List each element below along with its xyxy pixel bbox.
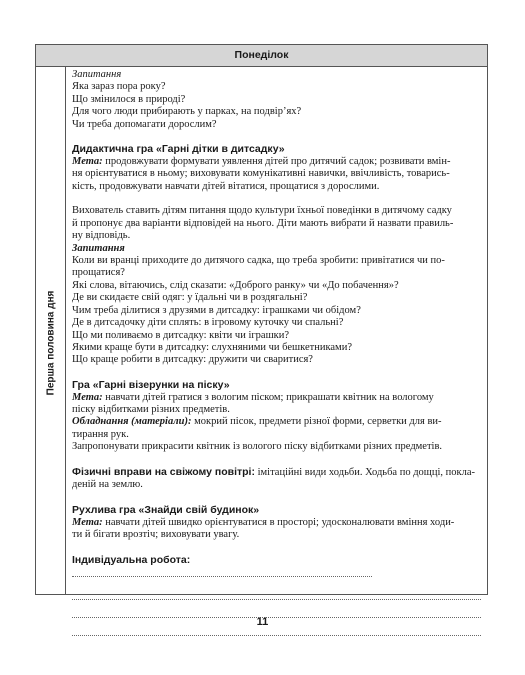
question-line: Що краще робити в дитсадку: дружити чи сваритися?	[72, 354, 313, 366]
day-header: Понеділок	[36, 45, 487, 67]
question-line: Які слова, вітаючись, слід сказати: «Доброго ранку» чи «До побачення»?	[72, 279, 399, 291]
equipment-line: тирання рук.	[72, 428, 129, 440]
question-line: Яка зараз пора року?	[72, 81, 166, 93]
game-title: Дидактична гра «Гарні дітки в дитсадку»	[72, 143, 285, 156]
goal-label: Мета:	[72, 155, 103, 167]
intro-line: й пропонує два варіанти відповідей на нього. Діти мають вибрати й назвати правиль-	[72, 217, 454, 229]
equipment-line: Обладнання (матеріали): мокрий пісок, предмети різної форми, серветки для ви-	[72, 416, 442, 428]
question-line: Що змінилося в природі?	[72, 93, 186, 105]
question-line: Де в дитсадочку діти сплять: в ігровому куточку чи спальні?	[72, 317, 344, 329]
individual-work-label: Індивідуальна робота:	[72, 553, 191, 566]
task-line: Запропонувати прикрасити квітник із вологого піску відбитками різних предметів.	[72, 441, 443, 453]
question-line: Для чого люди прибирають у парках, на подвір’ях?	[72, 106, 302, 118]
exercise-title: Фізичні вправи на свіжому повітрі:	[72, 465, 255, 478]
question-line: Коли ви вранці приходите до дитячого садка, що треба зробити: привітатися чи по-	[72, 255, 445, 267]
intro-line: ну відповідь.	[72, 230, 131, 242]
side-column	[36, 66, 66, 594]
dotted-line	[72, 567, 372, 577]
plan-table	[35, 44, 488, 595]
game-title: Рухлива гра «Знайди свій будинок»	[72, 504, 260, 517]
game-title: Гра «Гарні візерунки на піску»	[72, 379, 230, 392]
question-line: Де ви скидаєте свій одяг: у їдальні чи в роздягальні?	[72, 292, 308, 304]
exercise-line: Фізичні вправи на свіжому повітрі: імітаційні види ходьби. Ходьба по дощці, покла-	[72, 465, 476, 478]
goal-line: ти й бігати врозтіч; виховувати увагу.	[72, 528, 240, 540]
dotted-line	[72, 582, 481, 600]
question-line: Чи треба допомагати дорослим?	[72, 118, 217, 130]
goal-line: Мета: навчати дітей швидко орієнтуватися в просторі; удосконалювати вміння ходи-	[72, 516, 455, 528]
dotted-line	[72, 600, 481, 618]
goal-line: ня орієнтуватися в ньому; виховувати комунікативні навички, ввічливість, товарись-	[72, 168, 450, 180]
goal-line: кість, продовжувати навчати дітей вітатися, прощатися з дорослими.	[72, 180, 380, 192]
goal-label: Мета:	[72, 516, 103, 528]
side-label: Перша половина дня	[45, 290, 57, 396]
content	[72, 69, 481, 636]
equipment-label: Обладнання (матеріали):	[72, 416, 192, 428]
goal-line: Мета: продовжувати формувати уявлення дітей про дитячий садок; розвивати вмін-	[72, 155, 451, 167]
question-line: Якими краще бути в дитсадку: слухняними чи бешкетниками?	[72, 341, 352, 353]
page-number: 11	[256, 616, 269, 628]
goal-label: Мета:	[72, 391, 103, 403]
question-line: Що ми поливаємо в дитсадку: квіти чи іграшки?	[72, 329, 290, 341]
questions-title: Запитання	[72, 69, 122, 80]
question-line: прощатися?	[72, 267, 125, 279]
intro-line: Вихователь ставить дітям питання щодо культури їхньої поведінки в дитячому садку	[72, 205, 452, 217]
question-line: Чим треба ділитися з друзями в дитсадку: іграшками чи обідом?	[72, 304, 361, 316]
questions-title: Запитання	[72, 242, 125, 254]
goal-line: Мета: навчати дітей гратися з вологим піском; прикрашати квітник на вологому	[72, 391, 434, 403]
individual-work-line	[72, 554, 481, 582]
exercise-line: деній на землю.	[72, 479, 143, 491]
goal-line: піску відбитками різних предметів.	[72, 403, 230, 415]
